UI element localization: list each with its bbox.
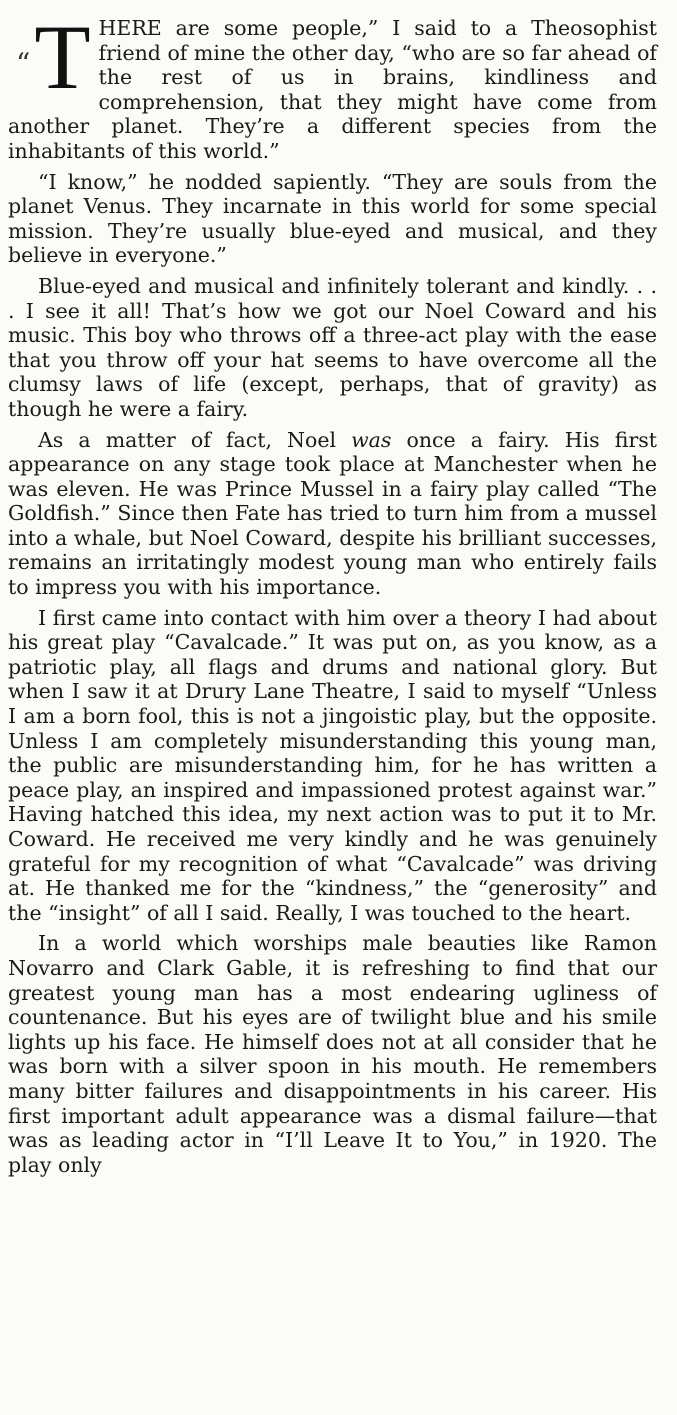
drop-cap: T xyxy=(34,6,91,108)
opening-quote: “ xyxy=(16,47,31,80)
paragraph-1-text: HERE are some people,” I said to a Theosophist friend of mine the other day, “who are so far ahead of the rest of us in brains, kindliness and comprehension, that they might have come from another planet. They’re a different species from the inhabitants of this world.” xyxy=(8,16,657,163)
paragraph-5: I first came into contact with him over a theory I had about his great play “Cavalcade.” It was put on, as you know, as a patriotic play, all flags and drums and national glory. But when I saw it at Drury Lane Theatre, I said to myself “Unless I am a born fool, this is not a jingoistic play, but the opposite. Unless I am completely misunderstanding this young man, the public are misunderstanding him, for he has written a peace play, an inspired and impassioned protest against war.” Having hatched this idea, my next action was to put it to Mr. Coward. He received me very kindly and he was genuinely grateful for my recognition of what “Cavalcade” was driving at. He thanked me for the “kindness,” the “generosity” and the “insight” of all I said. Really, I was touched to the heart. xyxy=(8,605,657,925)
paragraph-1 xyxy=(8,6,657,164)
paragraph-3: Blue-eyed and musical and infinitely tolerant and kindly. . . . I see it all! That’s how we got our Noel Coward and his music. This boy who throws off a three-act play with the ease that you throw off your hat seems to have overcome all the clumsy laws of life (except, perhaps, that of gravity) as though he were a fairy. xyxy=(8,273,657,421)
paragraph-4-text-a: As a matter of fact, Noel xyxy=(38,427,352,452)
paragraph-6: In a world which worships male beauties like Ramon Novarro and Clark Gable, it is refreshing to find that our greatest young man has a most endearing ugliness of countenance. But his eyes are of twilight blue and his smile lights up his face. He himself does not at all consider that he was born with a silver spoon in his mouth. He remembers many bitter failures and disappointments in his career. His first important adult appearance was a dismal failure—that was as leading actor in “I’ll Leave It to You,” in 1920. The play only xyxy=(8,931,657,1177)
paragraph-2: “I know,” he nodded sapiently. “They are souls from the planet Venus. They incarnate in this world for some special mission. They’re usually blue-eyed and musical, and they believe in everyone.” xyxy=(8,169,657,268)
paragraph-4 xyxy=(8,428,657,600)
paragraph-4-emphasis: was xyxy=(351,427,392,452)
paragraph-4-text-b: once a fairy. His first appearance on any stage took place at Manchester when he was eleven. He was Prince Mussel in a fairy play called “The Goldfish.” Since then Fate has tried to turn him from a mussel into a whale, but Noel Coward, despite his brilliant successes, remains an irritatingly modest young man who entirely fails to impress you with his importance. xyxy=(8,427,657,600)
